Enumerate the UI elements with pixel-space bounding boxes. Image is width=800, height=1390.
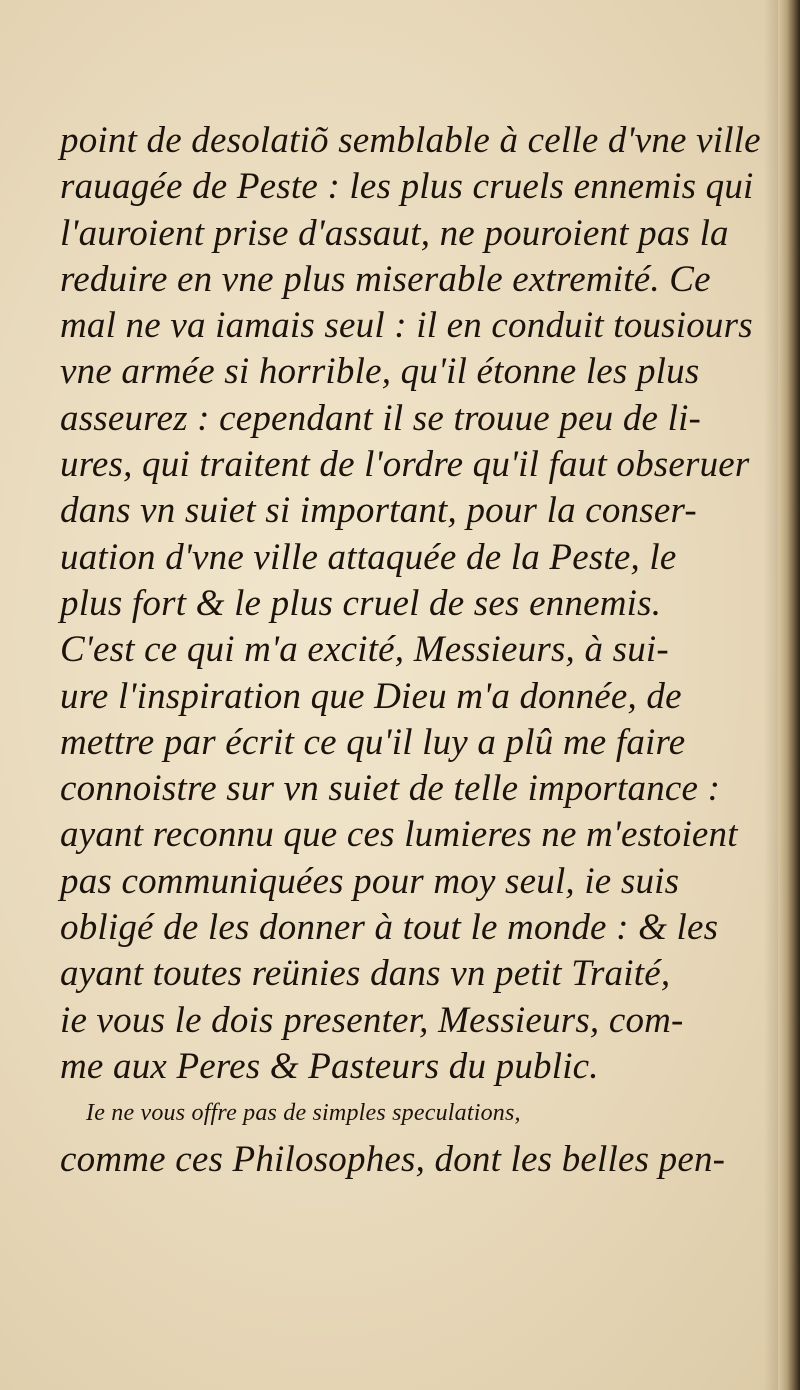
text-line: asseurez : cependant il se trouue peu de li- (60, 397, 702, 439)
text-line: l'auroient prise d'assaut, ne pouroient pas la (60, 212, 729, 254)
text-line: C'est ce qui m'a excité, Messieurs, à sui- (60, 629, 669, 671)
text-line: dans vn suiet si important, pour la conser- (60, 490, 697, 532)
paragraph-start-line: Ie ne vous offre pas de simples speculations, (86, 1100, 521, 1127)
text-line: me aux Peres & Pasteurs du public. (60, 1045, 599, 1087)
text-line: ure l'inspiration que Dieu m'a donnée, de (60, 675, 682, 717)
text-line: ures, qui traitent de l'ordre qu'il faut obseruer (60, 444, 750, 486)
body-text (60, 118, 775, 1183)
text-line: mal ne va iamais seul : il en conduit tousiours (60, 305, 753, 347)
text-line: mettre par écrit ce qu'il luy a plû me faire (60, 721, 686, 763)
text-line: vne armée si horrible, qu'il étonne les plus (60, 351, 700, 393)
text-line: comme ces Philosophes, dont les belles pen- (60, 1138, 726, 1180)
text-line: ayant reconnu que ces lumieres ne m'estoient (60, 814, 738, 856)
text-line: reduire en vne plus miserable extremité. Ce (60, 258, 711, 300)
text-line: obligé de les donner à tout le monde : & les (60, 907, 719, 949)
page-edge (778, 0, 800, 1390)
text-line: connoistre sur vn suiet de telle importance : (60, 768, 721, 810)
text-line: ie vous le dois presenter, Messieurs, com- (60, 999, 684, 1041)
text-line: uation d'vne ville attaquée de la Peste, le (60, 536, 677, 578)
text-line: pas communiquées pour moy seul, ie suis (60, 860, 680, 902)
text-line: ayant toutes reünies dans vn petit Traité, (60, 953, 671, 995)
text-line: point de desolatiõ semblable à celle d'vne ville (60, 120, 761, 161)
text-line: plus fort & le plus cruel de ses ennemis. (60, 582, 662, 624)
text-line: rauagée de Peste : les plus cruels ennemis qui (60, 166, 754, 208)
